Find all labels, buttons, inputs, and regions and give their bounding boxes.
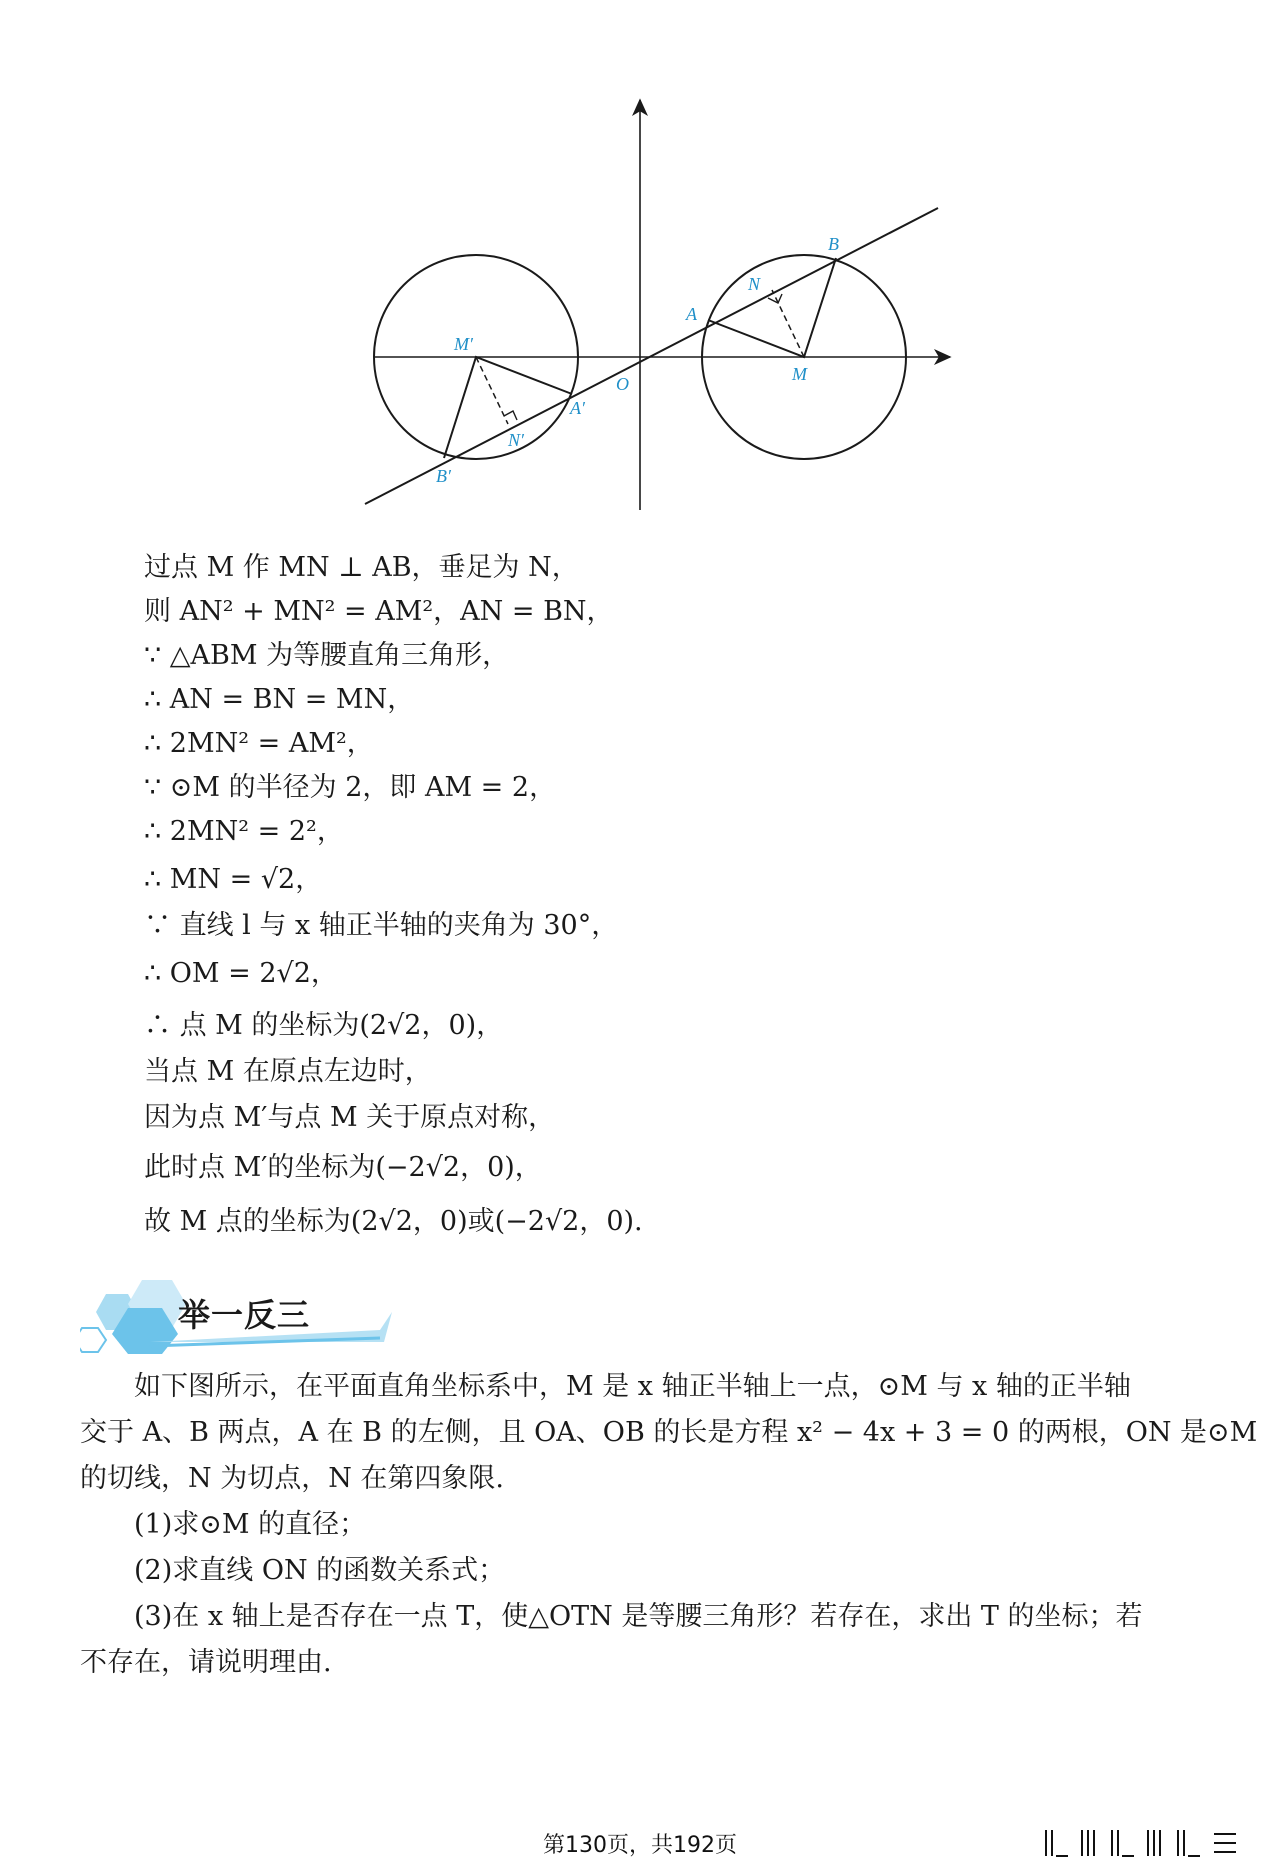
solution-line: ∴ 2MN² = AM²， bbox=[144, 728, 374, 759]
exercise-line: (2)求直线 ON 的函数关系式； bbox=[80, 1555, 506, 1586]
right-angle-mark-n-prime bbox=[504, 411, 517, 420]
solution-line: 此时点 M′的坐标为(−2√2，0)， bbox=[144, 1152, 542, 1183]
geometry-figure bbox=[0, 0, 1280, 540]
label-n-prime: N′ bbox=[508, 430, 524, 450]
exercise-line: 如下图所示，在平面直角坐标系中，M 是 x 轴正半轴上一点，⊙M 与 x 轴的正半轴 bbox=[80, 1371, 1131, 1402]
label-a: A bbox=[686, 304, 697, 324]
solution-line: 则 AN² + MN² = AM²，AN = BN， bbox=[144, 596, 614, 627]
page-number: 第130页，共192页 bbox=[543, 1833, 737, 1858]
triangle-abm bbox=[708, 258, 836, 357]
solution-line: 过点 M 作 MN ⊥ AB，垂足为 N， bbox=[144, 552, 579, 583]
solution-line: ∴ 2MN² = 2²， bbox=[144, 816, 344, 847]
label-b: B bbox=[828, 234, 839, 254]
solution-line: 当点 M 在原点左边时， bbox=[144, 1056, 432, 1087]
exercise-line: (1)求⊙M 的直径； bbox=[80, 1509, 367, 1540]
solution-line: ∴ 点 M 的坐标为(2√2，0)， bbox=[144, 1010, 504, 1041]
solution-line: 因为点 M′与点 M 关于原点对称， bbox=[144, 1102, 556, 1133]
label-b-prime: B′ bbox=[436, 466, 451, 486]
solution-line: ∵ △ABM 为等腰直角三角形， bbox=[144, 640, 510, 671]
exercise-line: 不存在，请说明理由. bbox=[80, 1647, 332, 1678]
line-l bbox=[365, 208, 938, 504]
label-o: O bbox=[616, 374, 629, 394]
solution-line: ∴ AN = BN = MN， bbox=[144, 684, 415, 715]
toolbar-icon[interactable] bbox=[1042, 1826, 1242, 1862]
solution-line: ∵ 直线 l 与 x 轴正半轴的夹角为 30°， bbox=[144, 910, 619, 941]
label-m-prime: M′ bbox=[454, 334, 473, 354]
exercise-line: (3)在 x 轴上是否存在一点 T，使△OTN 是等腰三角形？若存在，求出 T 的坐标；若 bbox=[80, 1601, 1143, 1632]
solution-line: 故 M 点的坐标为(2√2，0)或(−2√2，0). bbox=[144, 1206, 643, 1237]
label-a-prime: A′ bbox=[570, 398, 585, 418]
label-n: N bbox=[748, 274, 761, 294]
section-title: 举一反三 bbox=[178, 1296, 311, 1334]
solution-line: ∴ MN = √2， bbox=[144, 864, 323, 895]
label-m: M bbox=[792, 364, 807, 384]
exercise-line: 交于 A、B 两点，A 在 B 的左侧，且 OA、OB 的长是方程 x² − 4x + 3 = 0 的两根，ON 是⊙M bbox=[80, 1417, 1258, 1448]
exercise-line: 的切线，N 为切点，N 在第四象限. bbox=[80, 1463, 504, 1494]
solution-line: ∵ ⊙M 的半径为 2，即 AM = 2， bbox=[144, 772, 557, 803]
solution-line: ∴ OM = 2√2， bbox=[144, 958, 338, 989]
